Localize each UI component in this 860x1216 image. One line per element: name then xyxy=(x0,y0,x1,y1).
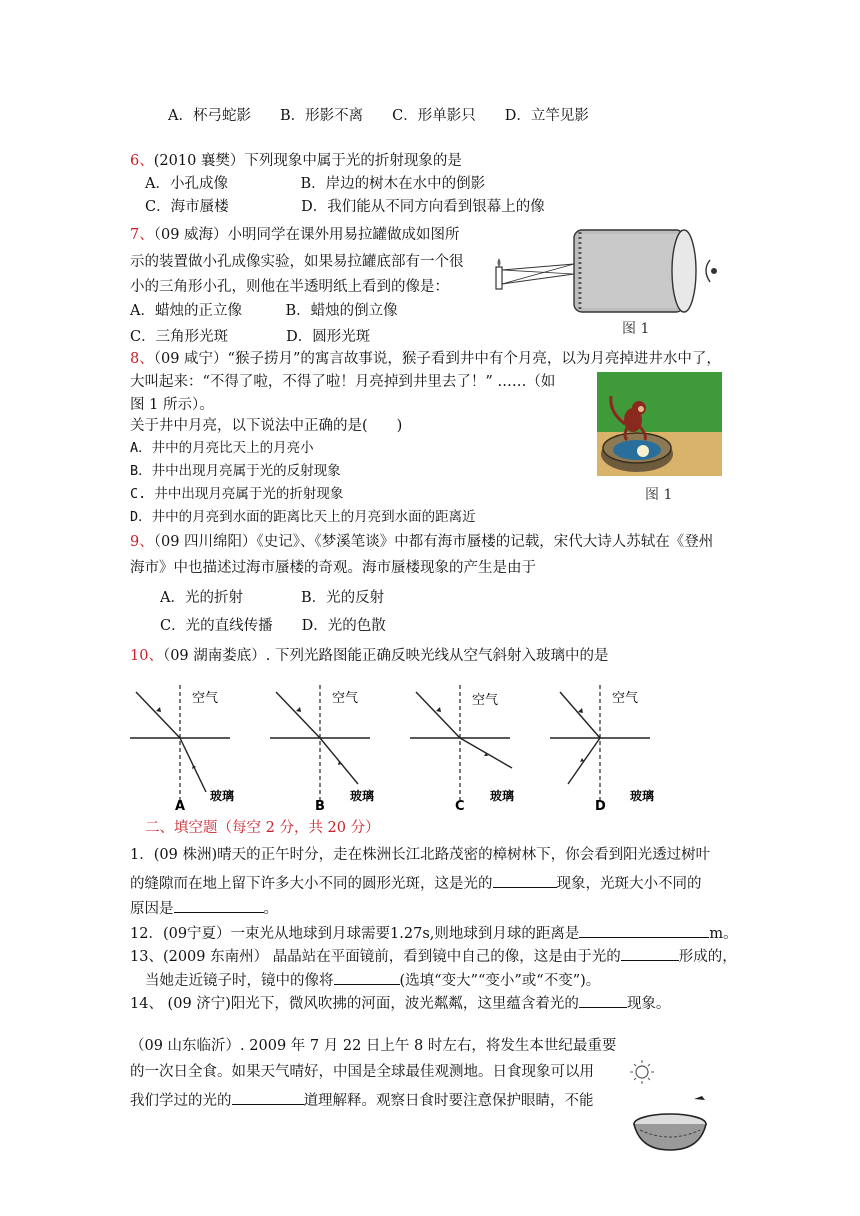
fill-12-text-a: 12．(09宁夏）一束光从地球到月球需要1.27s,则地球到月球的距离是 xyxy=(130,926,580,942)
fill-15-text-a: 我们学过的光的 xyxy=(130,1093,232,1109)
diagram-letter: C xyxy=(455,799,465,814)
q6-stem xyxy=(130,151,462,171)
fill-14-text-a: 14、 (09 济宁)阳光下，微风吹拂的河面，波光粼粼，这里蕴含着光的 xyxy=(130,996,579,1012)
fill-13-line2 xyxy=(145,968,600,991)
fill-14-text-b: 现象。 xyxy=(626,996,671,1012)
glass-label: 玻璃 xyxy=(350,789,375,803)
diagram-a xyxy=(130,685,234,814)
air-label: 空气 xyxy=(192,691,219,706)
q6-options-cd: C．海市蜃楼 D．我们能从不同方向看到银幕上的像 xyxy=(145,199,545,215)
q9-stem xyxy=(130,532,713,552)
glass-label: 玻璃 xyxy=(630,789,655,803)
diagram-c xyxy=(410,685,514,814)
fill-15-text-b: 道理解释。观察日食时要注意保护眼睛，不能 xyxy=(303,1093,594,1109)
q8-option-c: C. 井中出现月亮属于光的折射现象 xyxy=(130,486,344,502)
air-label: 空气 xyxy=(612,691,639,706)
q6-options-ab: A．小孔成像 B．岸边的树木在水中的倒影 xyxy=(145,176,486,192)
q10-stem xyxy=(130,646,608,666)
fill-13-line1 xyxy=(130,944,737,967)
fill-13-text-c: 当她走近镜子时，镜中的像将 xyxy=(145,973,334,989)
fill-1-text-c: 原因是 xyxy=(130,901,174,917)
q7-number: 7、 xyxy=(130,227,154,243)
q10-number: 10、 xyxy=(130,648,163,664)
fill-15-line2: 的一次日全食。如果天气晴好，中国是全球最佳观测地。日食现象可以用 xyxy=(130,1064,594,1080)
q8-option-a: A．井中的月亮比天上的月亮小 xyxy=(130,440,314,456)
q8-line2: 大叫起来：“不得了啦，不得了啦！月亮掉到井里去了！” ……（如 xyxy=(130,374,556,390)
glass-label: 玻璃 xyxy=(210,789,235,803)
fill-12 xyxy=(130,921,738,944)
monkey-figure-caption: 图 1 xyxy=(645,487,673,503)
q6-number: 6、 xyxy=(130,153,154,169)
monkey-well-figure xyxy=(597,372,722,476)
fill-14 xyxy=(130,991,670,1014)
pinhole-can-figure xyxy=(488,222,728,322)
fill-13-text-a: 13、(2009 东南州） 晶晶站在平面镜前，看到镜中自己的像，这是由于光的 xyxy=(130,949,621,965)
fill-1-text-d: 。 xyxy=(263,901,278,917)
section-2-heading: 二、填空题（每空 2 分，共 20 分） xyxy=(145,820,380,836)
answer-blank[interactable] xyxy=(579,921,709,938)
answer-blank[interactable] xyxy=(493,871,557,888)
basin-icon xyxy=(634,1114,706,1150)
diagram-letter: D xyxy=(595,799,606,814)
q7-options-ab: A．蜡烛的正立像 B．蜡烛的倒立像 xyxy=(130,303,398,319)
q7-stem xyxy=(130,225,460,245)
fill-15-line1: （09 山东临沂）. 2009 年 7 月 22 日上午 8 时左右，将发生本世纪最重要 xyxy=(130,1038,617,1054)
q6-text: (2010 襄樊）下列现象中属于光的折射现象的是 xyxy=(153,153,462,169)
answer-blank[interactable] xyxy=(174,896,264,913)
q9-options-ab: A．光的折射 B．光的反射 xyxy=(160,590,385,606)
answer-blank[interactable] xyxy=(334,968,400,985)
answer-blank[interactable] xyxy=(232,1088,304,1105)
q7-line2: 示的装置做小孔成像实验，如果易拉罐底部有一个很 xyxy=(130,254,464,270)
q5-options: A．杯弓蛇影 B．形影不离 C．形单影只 D．立竿见影 xyxy=(168,108,589,124)
fill-1-text-a: 的缝隙而在地上留下许多大小不同的圆形光斑，这是光的 xyxy=(130,876,493,892)
q8-line4: 关于井中月亮，以下说法中正确的是( ) xyxy=(130,418,403,434)
fill-1-line3 xyxy=(130,896,278,919)
answer-blank[interactable] xyxy=(621,944,679,961)
q7-text: （09 威海）小明同学在课外用易拉罐做成如图所 xyxy=(153,227,460,243)
sun-icon xyxy=(630,1060,654,1084)
can-figure-caption: 图 1 xyxy=(622,321,650,337)
q8-option-b: B．井中出现月亮属于光的反射现象 xyxy=(130,463,341,479)
diagram-b xyxy=(270,685,374,814)
sun-basin-figure xyxy=(630,1052,722,1152)
light-path-diagrams xyxy=(120,680,680,820)
q8-text: （09 咸宁）“猴子捞月”的寓言故事说，猴子看到井中有个月亮，以为月亮掉进井水中了， xyxy=(153,351,721,367)
fill-15-line3 xyxy=(130,1088,594,1111)
q8-stem xyxy=(130,349,721,369)
fill-1-line2 xyxy=(130,871,702,894)
q8-option-d: D．井中的月亮到水面的距离比天上的月亮到水面的距离近 xyxy=(130,509,476,525)
glass-label: 玻璃 xyxy=(490,789,515,803)
diagram-letter: B xyxy=(315,799,325,814)
diagram-letter: A xyxy=(175,799,186,814)
q10-text: （09 湖南娄底）. 下列光路图能正确反映光线从空气斜射入玻璃中的是 xyxy=(162,648,609,664)
fill-1-line1: 1．(09 株洲)晴天的正午时分，走在株洲长江北路茂密的樟树林下，你会看到阳光透过树叶 xyxy=(130,847,711,863)
air-label: 空气 xyxy=(472,693,499,708)
answer-blank[interactable] xyxy=(579,991,627,1008)
fill-13-text-b: 形成的， xyxy=(678,949,737,965)
fill-1-text-b: 现象，光斑大小不同的 xyxy=(556,876,702,892)
air-label: 空气 xyxy=(332,691,359,706)
q9-text: （09 四川绵阳）《史记》、《梦溪笔谈》中都有海市蜃楼的记载，宋代大诗人苏轼在《登州 xyxy=(153,534,714,550)
q7-options-cd: C．三角形光斑 D．圆形光斑 xyxy=(130,329,371,345)
diagram-d xyxy=(550,685,654,814)
q8-number: 8、 xyxy=(130,351,154,367)
q9-number: 9、 xyxy=(130,534,154,550)
fill-13-text-d: (选填“变大”“变小”或“不变”)。 xyxy=(399,973,601,989)
q9-options-cd: C．光的直线传播 D．光的色散 xyxy=(160,618,386,634)
q7-line3: 小的三角形小孔，则他在半透明纸上看到的像是： xyxy=(130,279,449,295)
q9-line2: 海市》中也描述过海市蜃楼的奇观。海市蜃楼现象的产生是由于 xyxy=(130,560,536,576)
fill-12-text-b: m。 xyxy=(709,926,738,942)
q8-line3: 图 1 所示）。 xyxy=(130,397,214,413)
